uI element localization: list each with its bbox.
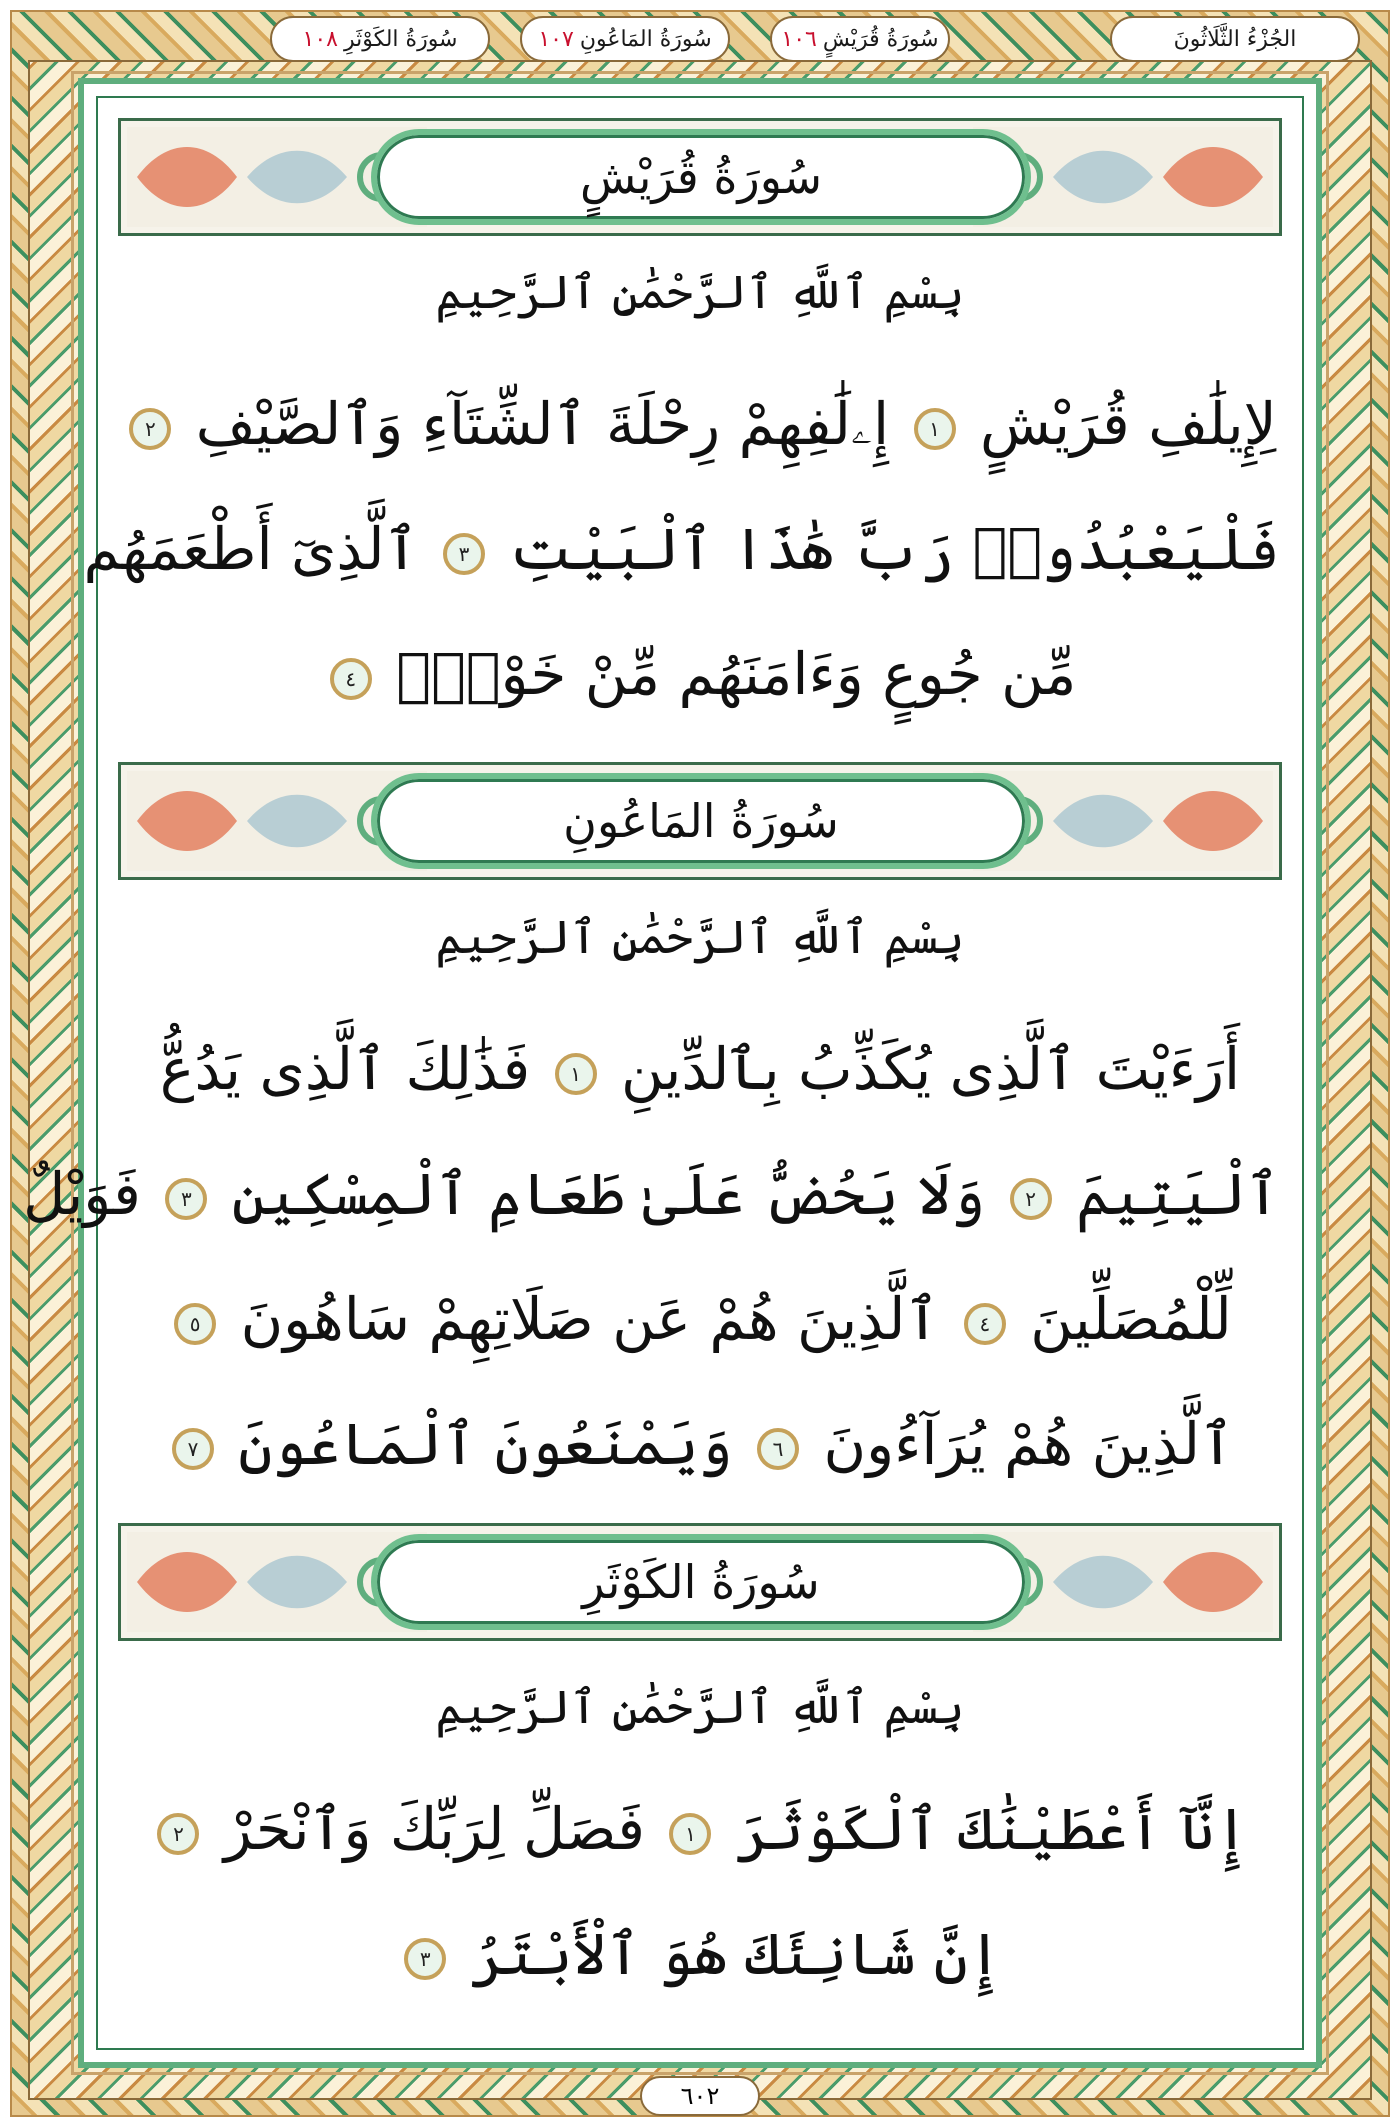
surah-banner-quraysh <box>118 118 1282 236</box>
ayah-number-marker: ٢ <box>157 1813 199 1855</box>
ayah-text: وَلَا يَحُضُّ عَلَىٰ طَعَامِ ٱلْمِسْكِينِ <box>231 1160 986 1228</box>
ayah-text: لِّلْمُصَلِّينَ <box>1030 1285 1232 1353</box>
tab-maun[interactable] <box>520 16 730 62</box>
ayah-line <box>120 1035 1280 1103</box>
ayah-line <box>120 1285 1280 1353</box>
ayah-text: فَصَلِّ لِرَبِّكَ وَٱنْحَرْ <box>223 1795 645 1863</box>
page-number-text: ٦٠٢ <box>680 2082 720 2110</box>
basmala-text: بِسْمِ ٱللَّهِ ٱلرَّحْمَٰنِ ٱلرَّحِيمِ <box>435 265 965 319</box>
ayah-number-marker: ٢ <box>1010 1178 1052 1220</box>
surah-banner-maun <box>118 762 1282 880</box>
ayah-text: ٱلَّذِىٓ أَطْعَمَهُم <box>83 515 419 583</box>
ayah-number-marker: ١ <box>914 408 956 450</box>
ayah-text: وَيَمْنَعُونَ ٱلْمَاعُونَ <box>238 1410 733 1478</box>
ayah-text: أَرَءَيْتَ ٱلَّذِى يُكَذِّبُ بِٱلدِّينِ <box>621 1035 1241 1103</box>
basmala <box>120 1680 1280 1734</box>
surah-title: سُورَةُ المَاعُونِ <box>563 794 839 848</box>
ayah-number-marker: ١ <box>555 1053 597 1095</box>
surah-title-cartouche <box>371 129 1031 225</box>
surah-title: سُورَةُ قُرَيْشٍ <box>579 150 823 204</box>
ayah-text: ٱلْيَتِيمَ <box>1076 1160 1280 1228</box>
surah-title-cartouche <box>371 773 1031 869</box>
ayah-number-marker: ٥ <box>174 1303 216 1345</box>
ayah-number-marker: ٧ <box>172 1428 214 1470</box>
ayah-line <box>120 1920 1280 1988</box>
basmala-text: بِسْمِ ٱللَّهِ ٱلرَّحْمَٰنِ ٱلرَّحِيمِ <box>435 910 965 964</box>
juz-label <box>1110 16 1360 62</box>
tab-quraysh-num: ١٠٦ <box>781 26 817 52</box>
basmala <box>120 910 1280 964</box>
page-number <box>640 2076 760 2116</box>
tab-maun-label: سُورَةُ المَاعُونِ <box>579 26 712 52</box>
ayah-text: مِّن جُوعٍ وَءَامَنَهُم مِّنْ خَوْفٍۭ <box>396 640 1077 708</box>
basmala-text: بِسْمِ ٱللَّهِ ٱلرَّحْمَٰنِ ٱلرَّحِيمِ <box>435 1680 965 1734</box>
tab-maun-num: ١٠٧ <box>538 26 574 52</box>
ayah-text: ٱلَّذِينَ هُمْ عَن صَلَاتِهِمْ سَاهُونَ <box>240 1285 940 1353</box>
ayah-number-marker: ٢ <box>129 408 171 450</box>
tab-kawthar-label: سُورَةُ الكَوْثَرِ <box>343 26 458 52</box>
tab-quraysh[interactable] <box>770 16 950 62</box>
surah-title: سُورَةُ الكَوْثَرِ <box>582 1555 820 1609</box>
ayah-line <box>120 1410 1280 1478</box>
surah-title-cartouche <box>371 1534 1031 1630</box>
ayah-text: فَذَٰلِكَ ٱلَّذِى يَدُعُّ <box>159 1035 531 1103</box>
ayah-text: إِۦلَٰفِهِمْ رِحْلَةَ ٱلشِّتَآءِ وَٱلصَّيْفِ <box>195 390 890 458</box>
ayah-number-marker: ١ <box>669 1813 711 1855</box>
ayah-text: فَوَيْلٌ <box>23 1160 141 1228</box>
ayah-line <box>120 640 1280 708</box>
ayah-text: إِنَّآ أَعْطَيْنَٰكَ ٱلْكَوْثَرَ <box>735 1795 1249 1863</box>
ayah-text: ٱلَّذِينَ هُمْ يُرَآءُونَ <box>823 1410 1235 1478</box>
ayah-line <box>120 1795 1280 1863</box>
tab-quraysh-label: سُورَةُ قُرَيْشٍ <box>822 26 939 52</box>
ayah-line <box>83 515 1280 583</box>
ayah-number-marker: ٤ <box>964 1303 1006 1345</box>
tab-kawthar-num: ١٠٨ <box>302 26 338 52</box>
basmala <box>120 265 1280 319</box>
ayah-text: إِنَّ شَانِئَكَ هُوَ ٱلْأَبْتَرُ <box>470 1920 1002 1988</box>
header-bar <box>130 12 1370 72</box>
ayah-line <box>23 1160 1280 1228</box>
ayah-text: فَلْيَعْبُدُوا۟ رَبَّ هَٰذَا ٱلْبَيْتِ <box>509 515 1280 583</box>
ayah-number-marker: ٣ <box>165 1178 207 1220</box>
ayah-line <box>120 390 1280 458</box>
ayah-number-marker: ٤ <box>330 658 372 700</box>
juz-text: الجُزْءُ الثَّلَاثُونَ <box>1173 26 1297 52</box>
ayah-number-marker: ٦ <box>757 1428 799 1470</box>
tab-kawthar[interactable] <box>270 16 490 62</box>
surah-banner-kawthar <box>118 1523 1282 1641</box>
ayah-number-marker: ٣ <box>443 533 485 575</box>
ayah-text: لِإِيلَٰفِ قُرَيْشٍ <box>979 390 1277 458</box>
ayah-number-marker: ٣ <box>404 1938 446 1980</box>
